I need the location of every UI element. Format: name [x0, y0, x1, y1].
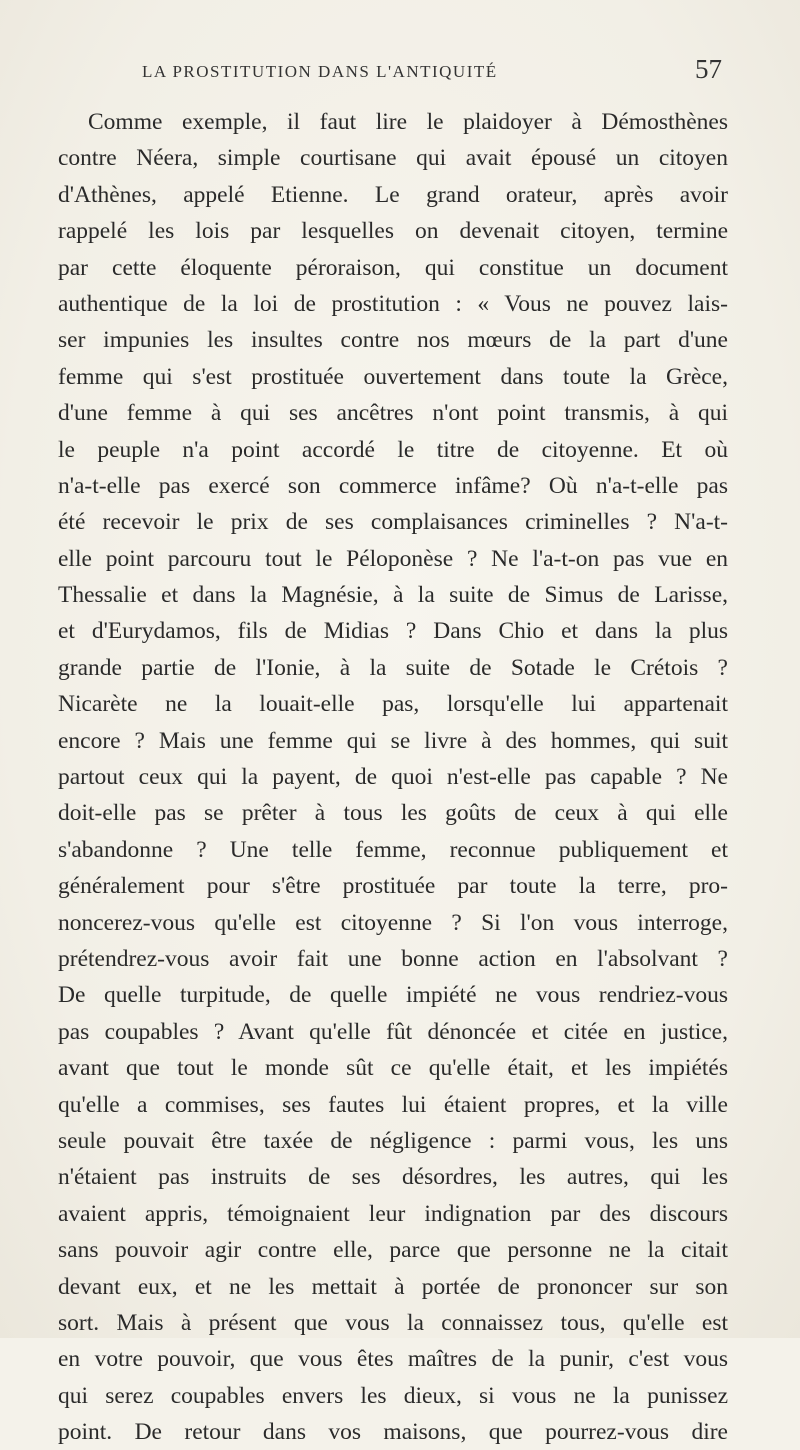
text-line: seule pouvait être taxée de négligence : parmi vous, les uns [58, 1127, 728, 1154]
text-line: généralement pour s'être prostituée par toute la terre, pro- [58, 873, 728, 900]
text-line: sans pouvoir agir contre elle, parce que personne ne la citait [58, 1237, 728, 1264]
text-line: avaient appris, témoignaient leur indignation par des discours [58, 1200, 728, 1227]
text-line: Comme exemple, il faut lire le plaidoyer à Démosthènes [88, 109, 728, 135]
text-line: devant eux, et ne les mettait à portée de prononcer sur son [58, 1273, 728, 1300]
text-line: elle point parcouru tout le Péloponèse ? Ne l'a-t-on pas vue en [58, 545, 728, 572]
text-line: prétendrez-vous avoir fait une bonne action en l'absolvant ? [58, 945, 728, 972]
text-line: contre Néera, simple courtisane qui avait épousé un citoyen [58, 145, 728, 172]
text-line: grande partie de l'Ionie, à la suite de Sotade le Crétois ? [58, 654, 728, 681]
text-line: qu'elle a commises, ses fautes lui étaient propres, et la ville [58, 1091, 728, 1118]
text-line: pas coupables ? Avant qu'elle fût dénoncée et citée en justice, [58, 1018, 728, 1045]
text-line: noncerez-vous qu'elle est citoyenne ? Si l'on vous interroge, [58, 909, 728, 936]
text-line: n'étaient pas instruits de ses désordres, les autres, qui les [58, 1164, 728, 1191]
text-line: ser impunies les insultes contre nos mœurs de la part d'une [58, 327, 728, 354]
text-line: par cette éloquente péroraison, qui constitue un document [58, 254, 728, 281]
page-number: 57 [695, 54, 722, 84]
text-line: doit-elle pas se prêter à tous les goûts de ceux à qui elle [58, 800, 728, 827]
running-title: LA PROSTITUTION DANS L'ANTIQUITÉ [142, 62, 498, 81]
text-line: n'a-t-elle pas exercé son commerce infâme? Où n'a-t-elle pas [58, 472, 728, 499]
text-line: sort. Mais à présent que vous la connaissez tous, qu'elle est [58, 1309, 728, 1336]
text-line: d'Athènes, appelé Etienne. Le grand orateur, après avoir [58, 181, 728, 208]
text-line: le peuple n'a point accordé le titre de citoyenne. Et où [58, 436, 728, 463]
text-line: en votre pouvoir, que vous êtes maîtres de la punir, c'est vous [58, 1346, 728, 1373]
body-text [58, 104, 728, 1450]
text-line: point. De retour dans vos maisons, que pourrez-vous dire [58, 1419, 728, 1446]
text-line: femme qui s'est prostituée ouvertement dans toute la Grèce, [58, 363, 728, 390]
text-line: authentique de la loi de prostitution : « Vous ne pouvez lais- [58, 290, 728, 317]
text-line: été recevoir le prix de ses complaisances criminelles ? N'a-t- [58, 509, 728, 536]
text-line: avant que tout le monde sût ce qu'elle était, et les impiétés [58, 1055, 728, 1082]
text-line: Thessalie et dans la Magnésie, à la suite de Simus de Larisse, [58, 582, 728, 609]
text-line: et d'Eurydamos, fils de Midias ? Dans Chio et dans la plus [58, 618, 728, 645]
text-line: partout ceux qui la payent, de quoi n'est-elle pas capable ? Ne [58, 764, 728, 791]
text-line: Nicarète ne la louait-elle pas, lorsqu'elle lui appartenait [58, 691, 728, 718]
text-line: s'abandonne ? Une telle femme, reconnue publiquement et [58, 836, 728, 863]
running-header [92, 48, 722, 88]
text-line: rappelé les lois par lesquelles on devenait citoyen, termine [58, 218, 728, 245]
text-line: qui serez coupables envers les dieux, si vous ne la punissez [58, 1382, 728, 1409]
text-line: encore ? Mais une femme qui se livre à des hommes, qui suit [58, 727, 728, 754]
text-line: De quelle turpitude, de quelle impiété ne vous rendriez-vous [58, 982, 728, 1009]
text-line: d'une femme à qui ses ancêtres n'ont point transmis, à qui [58, 400, 728, 427]
